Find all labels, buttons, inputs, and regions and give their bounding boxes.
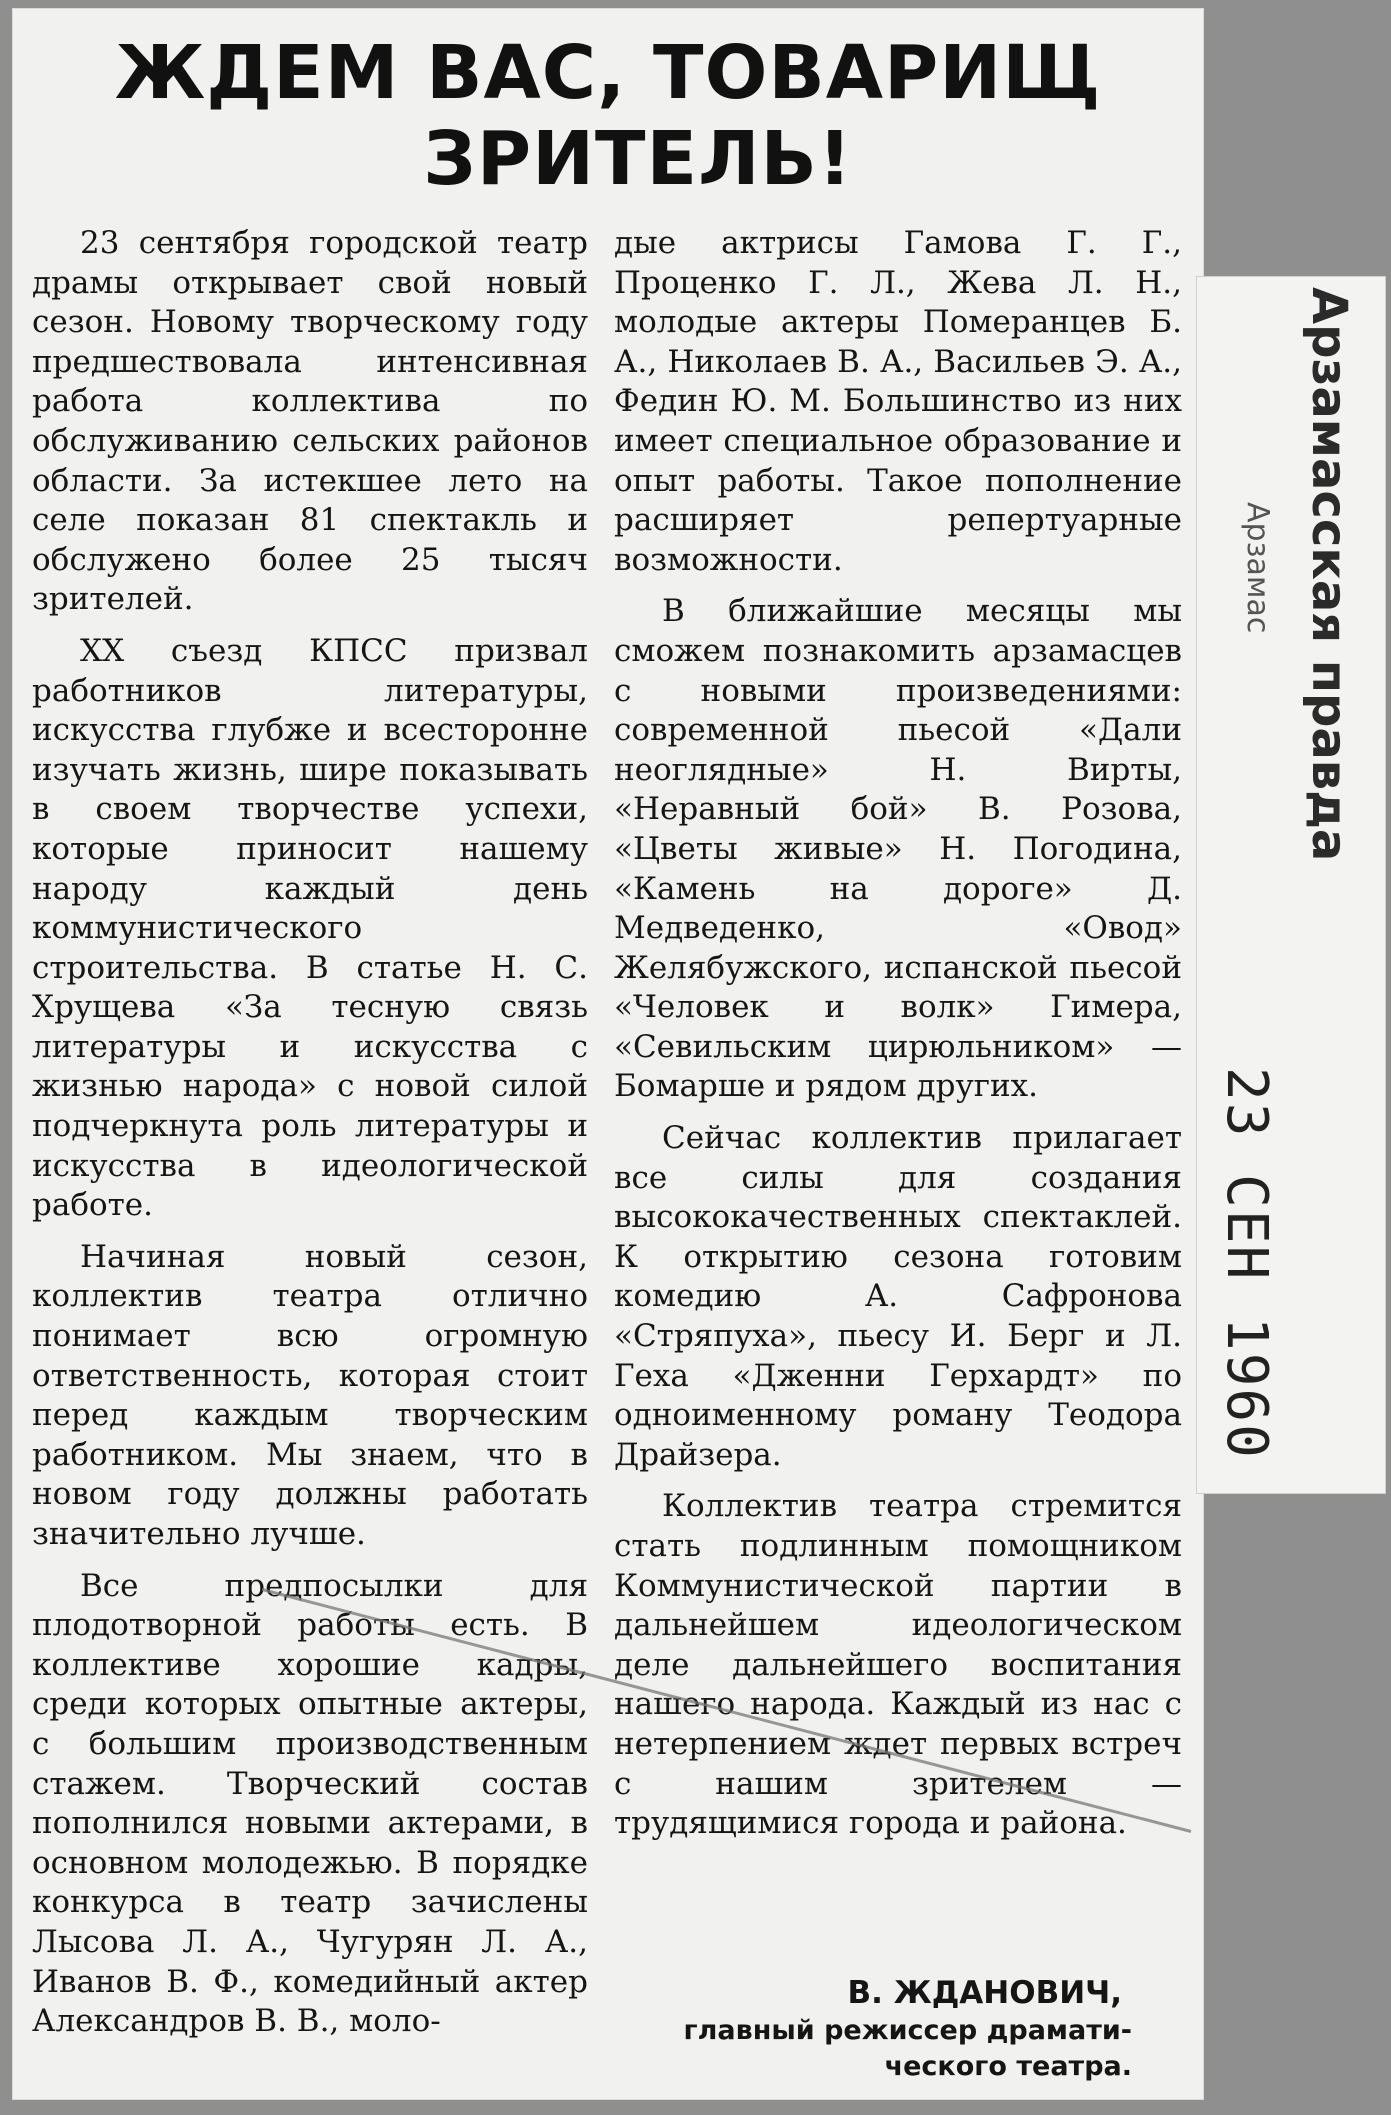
article-paragraph: Начиная новый сезон, коллектив театра отлично понимает всю огромную ответственность, которая стоит перед каждым творческим работником. Мы знаем, что в новом году должны работать значительно лучше. bbox=[32, 1238, 588, 1552]
stamp-date: 23 СЕН 1960 bbox=[1214, 1067, 1279, 1460]
author-title-line-2: ческого театра. bbox=[884, 2051, 1132, 2082]
article-left-column bbox=[32, 224, 588, 2054]
author-name: В. ЖДАНОВИЧ, bbox=[847, 1975, 1122, 2011]
stamp-newspaper-name: Арзамасская правда bbox=[1301, 287, 1357, 862]
stamp-city: Арзамас bbox=[1240, 502, 1275, 634]
newspaper-stamp bbox=[1196, 276, 1386, 1494]
headline-line-1: ЖДЕМ ВАС, ТОВАРИЩ bbox=[114, 30, 1102, 116]
article-paragraph: Все предпосылки для плодотворной работы есть. В коллективе хорошие кадры, среди которых опытные актеры, с большим производственным стажем. Творческий состав пополнился новыми актерами, в основном молодежью. В порядке конкурса в театр зачислены Лысова Л. А., Чугурян Л. А., Иванов В. Ф., комедийный актер Александров В. В., моло- bbox=[32, 1567, 588, 2040]
article-paragraph: В ближайшие месяцы мы сможем познакомить арзамасцев с новыми произведениями: современной пьесой «Дали неоглядные» Н. Вирты, «Неравный бой» В. Розова, «Цветы живые» Н. Погодина, «Камень на дороге» Д. Медведенко, «Овод» Желябужского, испанской пьесой «Человек и волк» Гимера, «Севильским цирюльником» —Бомарше и рядом других. bbox=[614, 593, 1182, 1105]
article-paragraph: 23 сентября городской театр драмы открывает свой новый сезон. Новому творческому году предшествовала интенсивная работа коллектива по обслуживанию сельских районов области. За истекшее лето на селе показан 81 спектакль и обслужено более 25 тысяч зрителей. bbox=[32, 225, 588, 618]
headline-line-2: ЗРИТЕЛЬ! bbox=[423, 116, 853, 202]
newspaper-clipping bbox=[12, 8, 1204, 2100]
article-paragraph: дые актрисы Гамова Г. Г., Проценко Г. Л., Жева Л. Н., молодые актеры Померанцев Б. А., Николаев В. А., Васильев Э. А., Федин Ю. М. Большинство из них имеет специальное образование и опыт работы. Такое пополнение расширяет репертуарные возможности. bbox=[614, 225, 1182, 578]
article-paragraph: Сейчас коллектив прилагает все силы для создания высококачественных спектаклей. К открытию сезона готовим комедию А. Сафронова «Стряпуха», пьесу И. Берг и Л. Геха «Дженни Герхардт» по одноименному роману Теодора Драйзера. bbox=[614, 1120, 1182, 1473]
article-paragraph: Коллектив театра стремится стать подлинным помощником Коммунистической партии в дальнейшем идеологическом деле дальнейшего воспитания нашего народа. Каждый из нас с нетерпением ждет первых встреч с нашим зрителем — трудящимися города и района. bbox=[614, 1488, 1182, 1842]
article-right-column bbox=[614, 224, 1182, 1856]
article-paragraph: XX съезд КПСС призвал работников литературы, искусства глубже и всесторонне изучать жизнь, шире показывать в своем творчестве успехи, которые приносит нашему народу каждый день коммунистического строительства. В статье Н. С. Хрущева «За тесную связь литературы и искусства с жизнью народа» с новой силой подчеркнута роль литературы и искусства в идеологической работе. bbox=[32, 632, 588, 1224]
author-signature bbox=[614, 1973, 1182, 2085]
author-title-line-1: главный режиссер драмати- bbox=[683, 2015, 1132, 2046]
